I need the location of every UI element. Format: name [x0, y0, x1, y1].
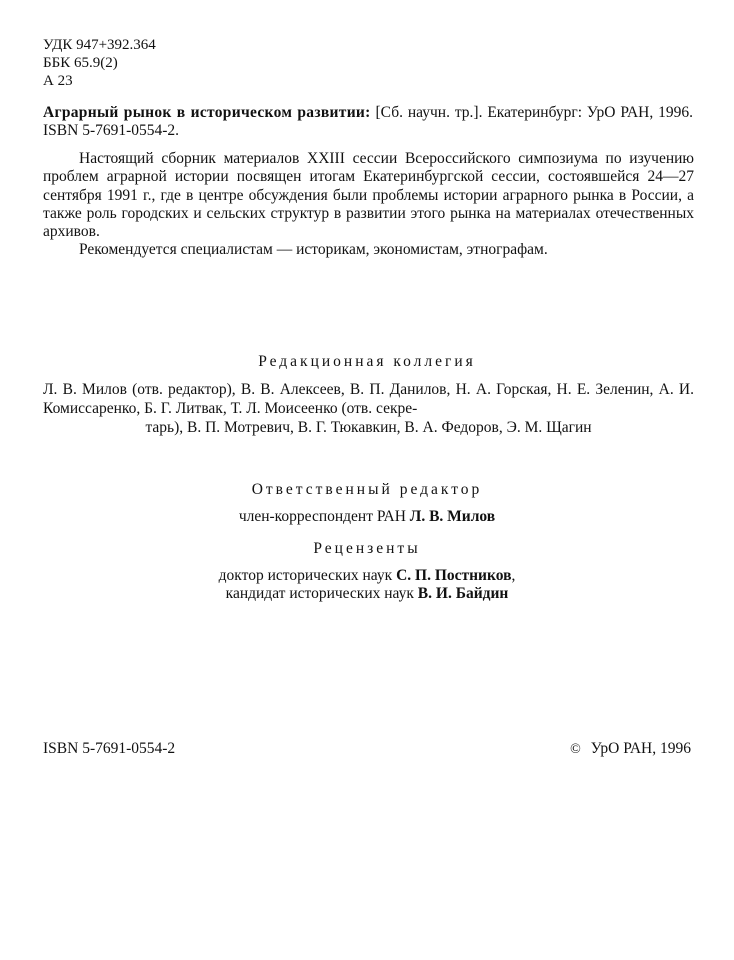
reviewer-role: доктор исторических наук — [218, 567, 397, 584]
abstract-paragraph: Настоящий сборник материалов XXIII сессии Всероссийского симпозиума по изучению проблем аграрной истории посвящен итогам Екатеринбургской сессии, состоявшейся 24—27 сентября 1991 г., где в центре обсуждения были проблемы истории аграрного рынка в России, а также роль городских и сельских структур в развитии этого рынка на материалах отечественных архивов. — [43, 150, 694, 241]
editorial-board-heading: Редакционная коллегия — [258, 353, 476, 370]
editorial-board-members-text: Л. В. Милов (отв. редактор), В. В. Алексеев, В. П. Данилов, Н. А. Горская, Н. Е. Зеленин, А. И. Комиссаренко, Б. Г. Литвак, Т. Л. Моисеенко (отв. секре- — [43, 381, 694, 417]
reviewer-name: В. И. Байдин — [417, 585, 509, 602]
abstract-recommendation: Рекомендуется специалистам — историкам, экономистам, этнографам. — [79, 241, 548, 259]
udk-code: УДК 947+392.364 — [43, 37, 156, 53]
reviewer — [0, 567, 734, 585]
responsible-editor — [0, 508, 734, 526]
author-mark: А 23 — [43, 73, 73, 89]
reviewer-suffix: , — [511, 567, 516, 584]
editorial-board-members-end: тарь), В. П. Мотревич, В. Г. Тюкавкин, В. А. Федоров, Э. М. Щагин — [145, 419, 592, 436]
bibliographic-record — [43, 104, 693, 140]
reviewer-name: С. П. Постников — [396, 567, 512, 584]
bbk-code: ББК 65.9(2) — [43, 55, 118, 71]
bibliographic-details: [Сб. научн. тр.]. Екатеринбург: УрО РАН, 1996. ISBN 5-7691-0554-2. — [43, 104, 694, 139]
reviewers-heading: Рецензенты — [313, 540, 421, 557]
copyright-holder: УрО РАН, 1996 — [590, 740, 691, 757]
reviewer — [0, 585, 734, 603]
footer-isbn: ISBN 5-7691-0554-2 — [43, 740, 176, 757]
responsible-editor-name: Л. В. Милов — [409, 508, 496, 525]
footer-copyright — [570, 740, 691, 758]
abstract — [43, 150, 694, 260]
responsible-editor-heading: Ответственный редактор — [251, 481, 483, 498]
responsible-editor-role: член-корреспондент РАН — [238, 508, 410, 525]
reviewer-role: кандидат исторических наук — [225, 585, 418, 602]
classification-codes — [43, 36, 156, 90]
editorial-board-members — [43, 380, 694, 437]
copyright-icon: © — [570, 742, 581, 757]
book-title: Аграрный рынок в историческом развитии: — [43, 104, 371, 121]
